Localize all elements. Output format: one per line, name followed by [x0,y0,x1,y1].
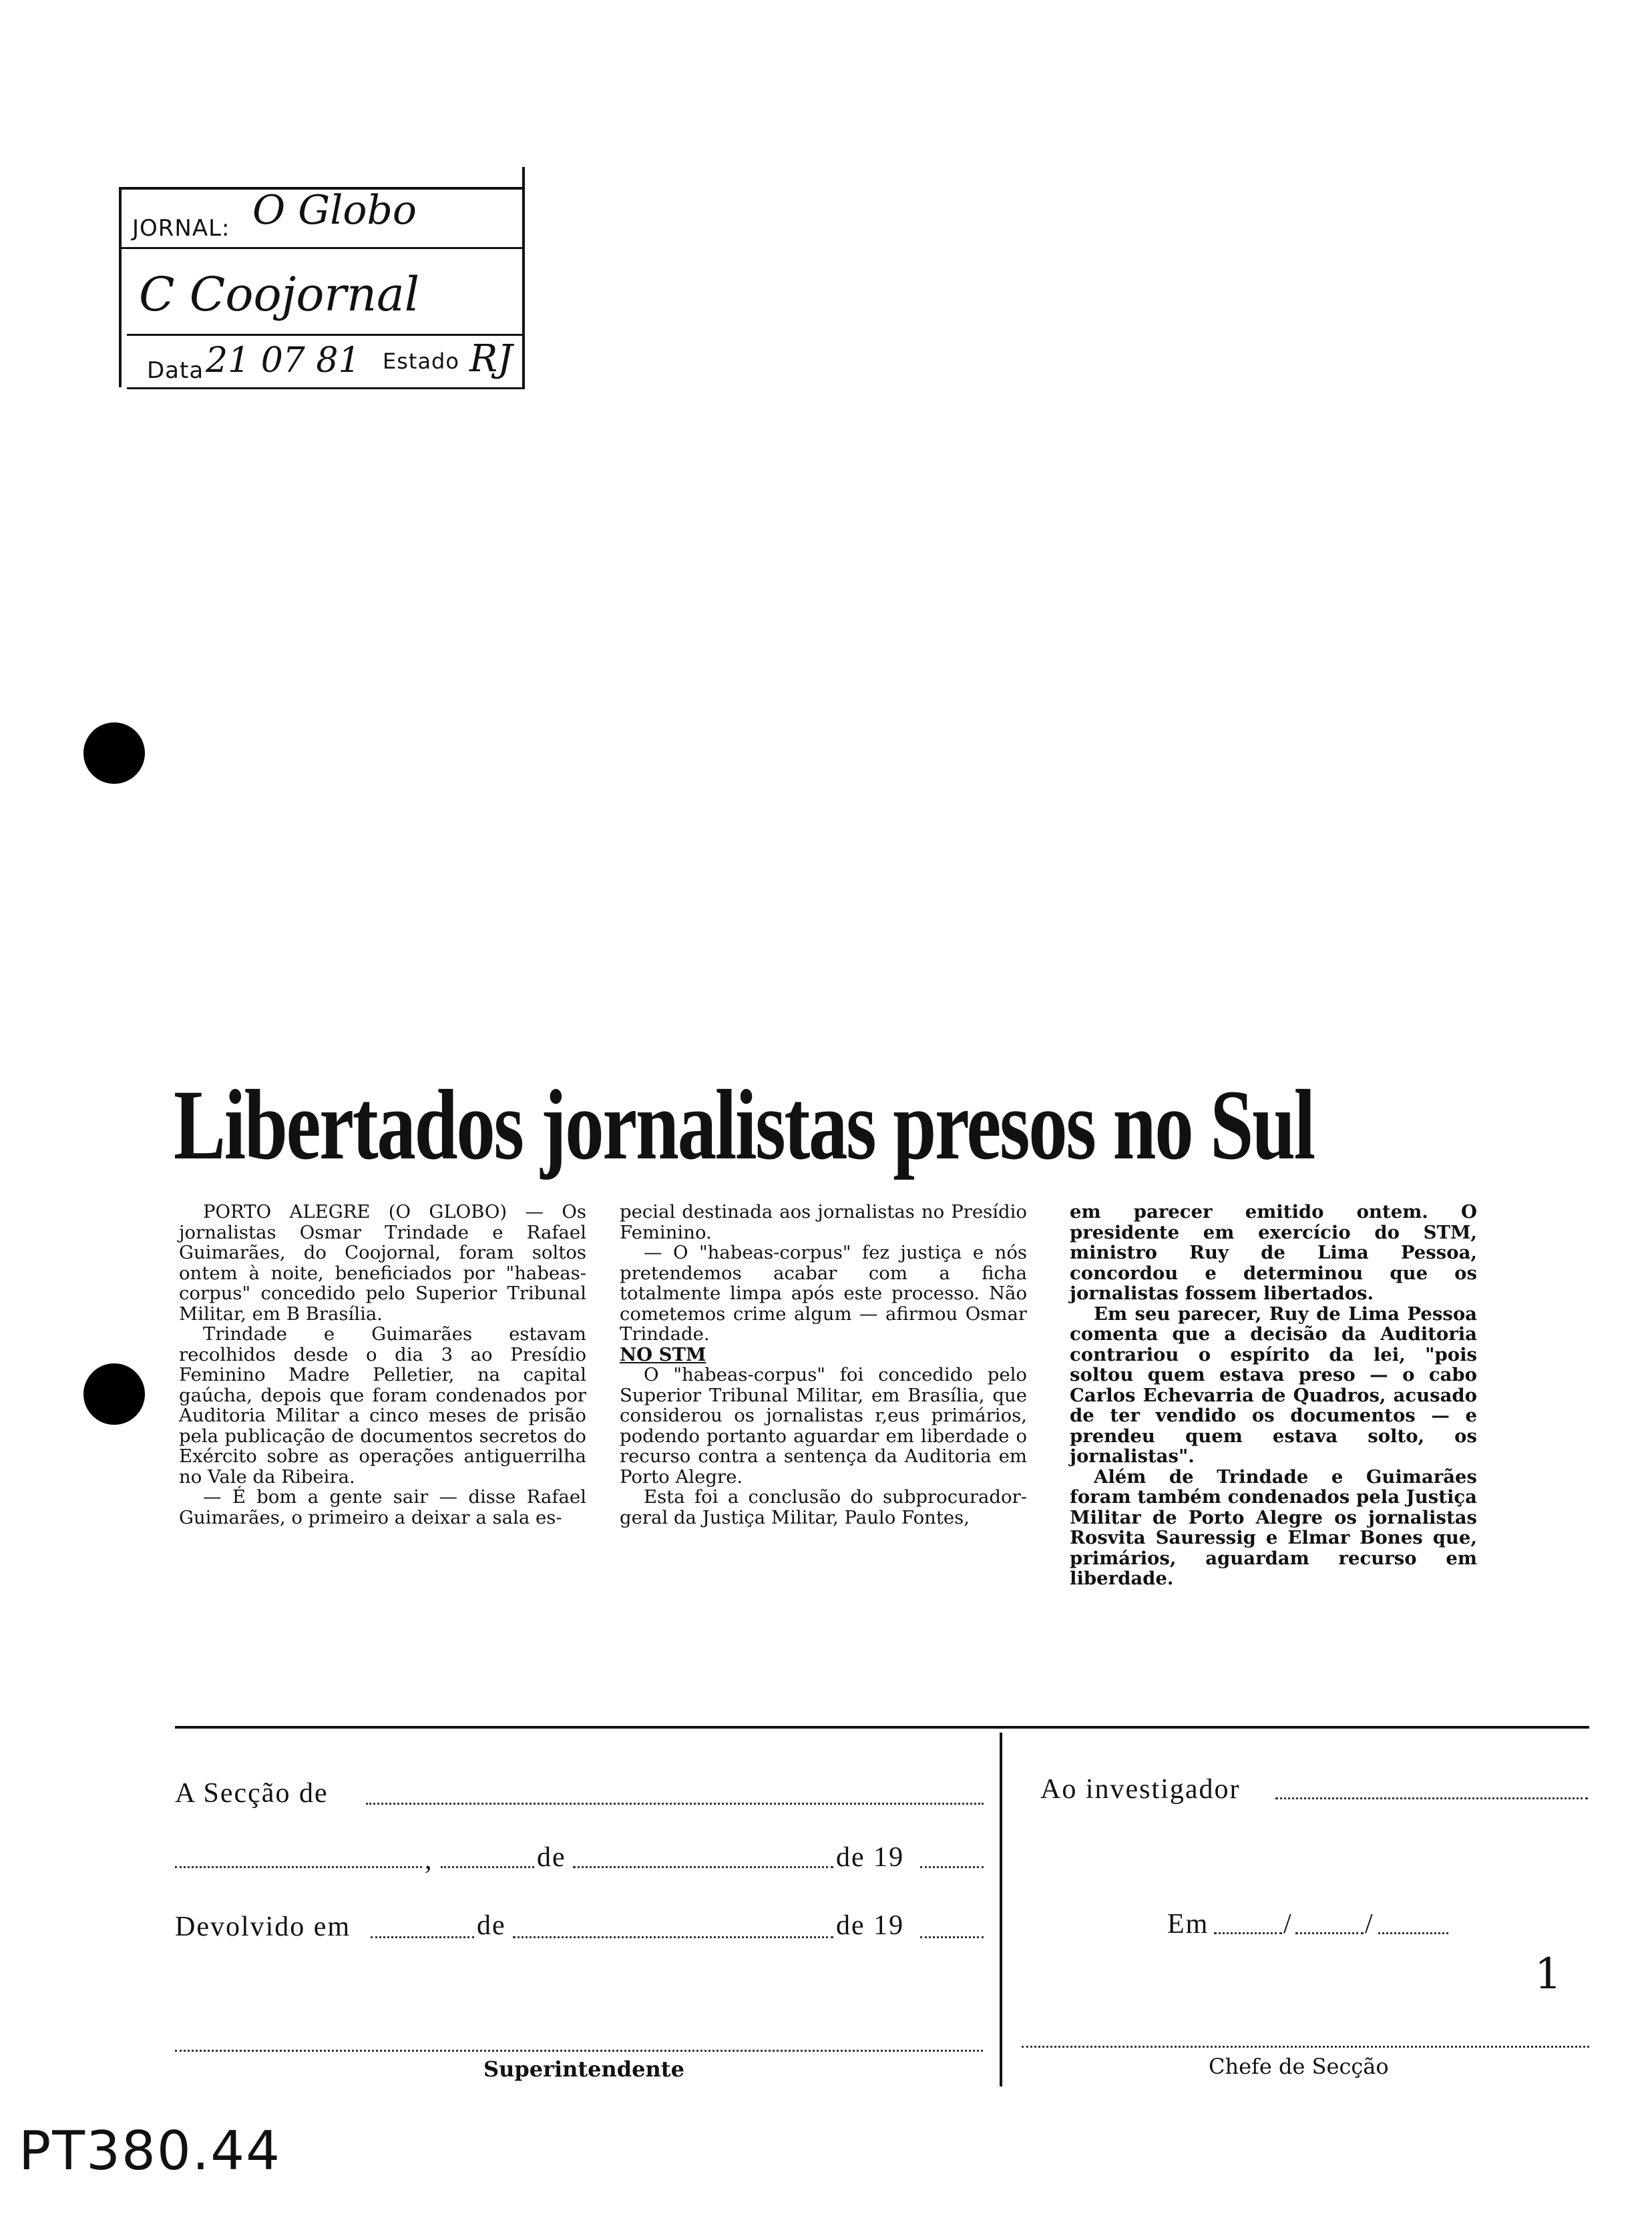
de-label-2: de [477,1910,506,1941]
paragraph: O "habeas-corpus" foi concedido pelo Superior Tribunal Militar, em Brasília, que considerou os jornalistas r,eus primários, podendo portanto aguardar em liberdade o recurso contra a sentença da Auditoria em Porto Alegre. [620,1364,1027,1488]
de-label-1: de [537,1842,566,1873]
stamp-divider-1 [119,247,525,249]
jornal-label: JORNAL: [132,215,230,242]
chefe-label: Chefe de Secção [1209,2054,1389,2079]
seccao-label: A Secção de [175,1778,329,1809]
jornal-handwritten: O Globo [252,187,417,234]
superintendente-label: Superintendente [483,2056,684,2082]
date-day-field[interactable] [175,1866,422,1868]
comma: , [425,1845,433,1875]
data-handwritten: 21 07 81 [206,341,361,381]
page-mark: 1 [1534,1950,1562,1999]
slash-1: / [1283,1909,1293,1940]
subheading-no-stm: NO STM [620,1343,706,1365]
slash-2: / [1365,1909,1374,1940]
article-headline: Libertados jornalistas presos no Sul [174,1070,1314,1180]
em-day-field[interactable] [1214,1932,1282,1934]
em-year-field[interactable] [1378,1932,1448,1934]
date-blank-field[interactable] [441,1866,534,1868]
paragraph: Além de Trindade e Guimarães foram também condenados pela Justiça Militar de Porto Alegre os jornalistas Rosvita Sauressig e Elmar Bones que, primários, aguardam recurso em liberdade. [1070,1466,1477,1589]
estado-label: Estado [383,349,459,374]
newspaper-stamp [119,167,525,401]
seccao-field[interactable] [366,1803,984,1805]
devolvido-year-field[interactable] [920,1936,984,1938]
form-vertical-rule [1000,1733,1002,2086]
stamp-bottom-border [127,387,525,389]
coojornal-handwritten: C Coojornal [139,267,420,322]
article-column-3 [1070,1202,1477,1589]
data-label: Data [147,357,204,384]
paragraph: — O "habeas-corpus" fez justiça e nós pretendemos acabar com a ficha totalmente limpa após este processo. Não cometemos crime algum — afirmou Osmar Trindade. [620,1242,1027,1345]
paragraph: em parecer emitido ontem. O presidente em exercício do STM, ministro Ruy de Lima Pessoa, concordou e determinou que os jornalistas fossem libertados. [1070,1201,1477,1304]
paragraph: PORTO ALEGRE (O GLOBO) — Os jornalistas Osmar Trindade e Rafael Guimarães, do Coojornal, foram soltos ontem à noite, beneficiados por "habeas-corpus" concedido pelo Superior Tribunal Militar, em B Brasília. [179,1201,586,1325]
punch-hole-top [83,722,145,784]
paragraph: Em seu parecer, Ruy de Lima Pessoa comenta que a decisão da Auditoria contrariou o espírito da lei, "pois soltou quem estava preso — o cabo Carlos Echevarria de Quadros, acusado de ter vendido os documentos — e prendeu quem estava solto, os jornalistas". [1070,1303,1477,1467]
paragraph: pecial destinada aos jornalistas no Presídio Feminino. [620,1201,1027,1243]
paragraph: Esta foi a conclusão do subprocurador-geral da Justiça Militar, Paulo Fontes, [620,1486,1027,1528]
punch-hole-bottom [83,1363,145,1425]
devolvido-month-field[interactable] [513,1936,833,1938]
archive-code: PT380.44 [19,2120,282,2182]
stamp-right-border [522,167,525,387]
investigador-field[interactable] [1275,1797,1588,1799]
chefe-signature-line[interactable] [1022,2046,1589,2048]
em-month-field[interactable] [1295,1932,1364,1934]
paragraph: Trindade e Guimarães estavam recolhidos desde o dia 3 ao Presídio Feminino Madre Pelletier, na capital gaúcha, depois que foram condenados por Auditoria Militar a cinco meses de prisão pela publicação de documentos secretos do Exército sobre as operações antiguerrilha no Vale da Ribeira. [179,1323,586,1488]
article-column-2 [620,1202,1027,1528]
investigador-label: Ao investigador [1040,1774,1241,1805]
date-year-field[interactable] [920,1866,984,1868]
em-label: Em [1167,1909,1209,1940]
devolvido-label: Devolvido em [175,1912,351,1942]
paragraph: — É bom a gente sair — disse Rafael Guimarães, o primeiro a deixar a sala es- [179,1486,586,1528]
de19-label-2: de 19 [836,1910,905,1941]
estado-handwritten: RJ [469,337,513,381]
date-month-field[interactable] [573,1866,833,1868]
de19-label-1: de 19 [836,1842,905,1873]
form-top-rule [175,1726,1589,1729]
stamp-left-border [119,187,122,387]
superintendente-signature-line[interactable] [175,2050,983,2052]
devolvido-day-field[interactable] [371,1936,474,1938]
article-column-1 [179,1202,586,1528]
stamp-divider-2 [127,334,525,336]
